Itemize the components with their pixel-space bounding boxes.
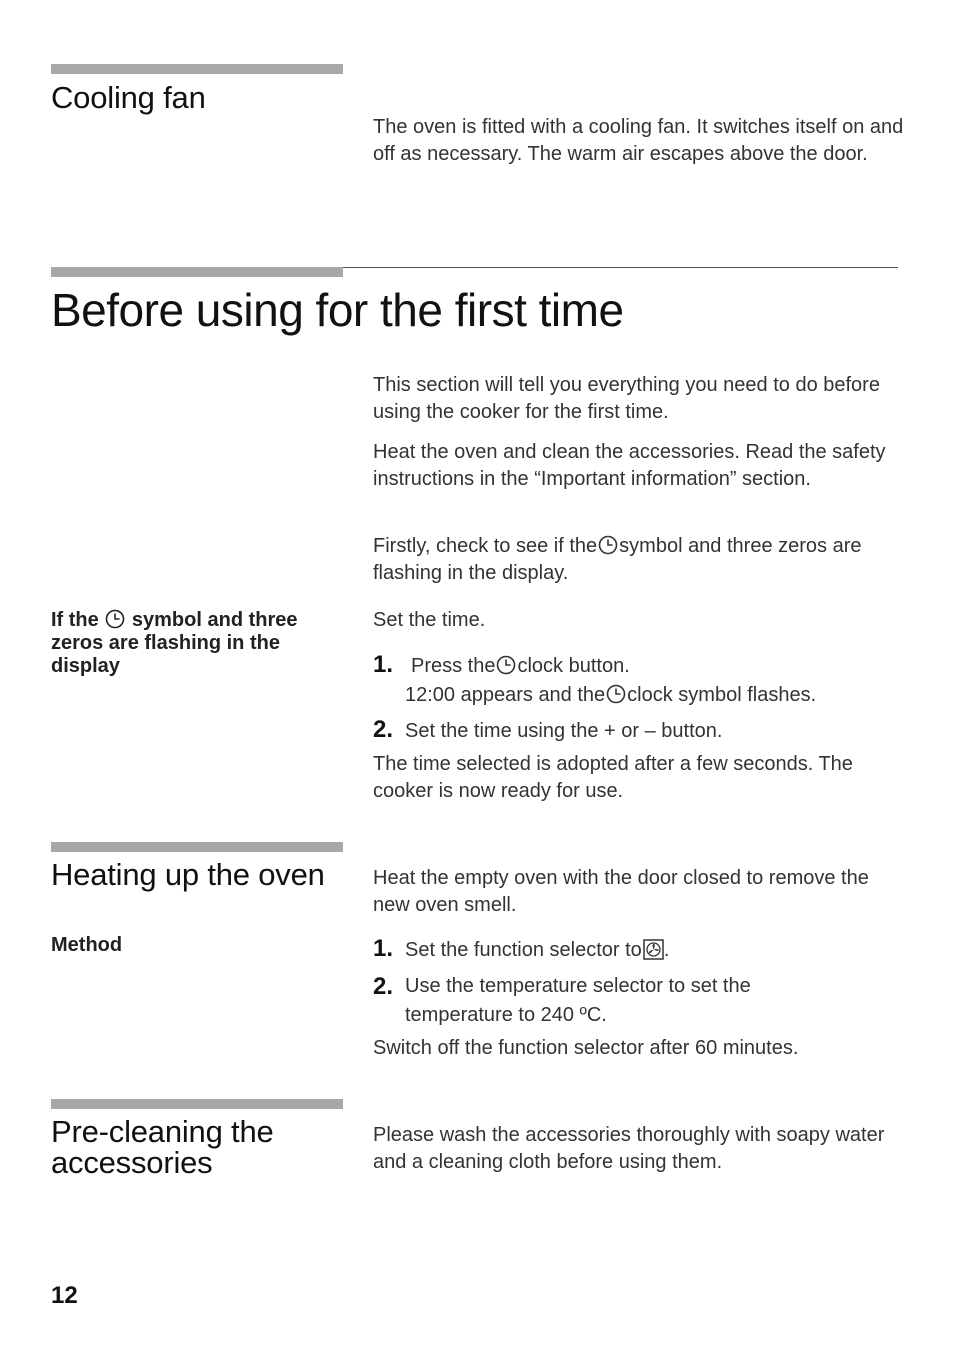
- clock-icon: [598, 535, 618, 555]
- chapter-bar: [51, 267, 343, 277]
- intro3-text-b: symbol and three zeros are flashing in the display.: [373, 535, 862, 584]
- section-bar: [51, 64, 343, 74]
- step-number: 2.: [373, 716, 394, 743]
- set-time-side-label: [51, 609, 341, 678]
- intro3-text-a: Firstly, check to see if the: [373, 535, 598, 557]
- intro-paragraph-2: Heat the oven and clean the accessories. Read the safety instructions in the “Important information” section.: [373, 441, 886, 490]
- step-1-line: [373, 650, 908, 681]
- step-1-sub-text-b: clock symbol flashes.: [627, 684, 817, 706]
- chapter-rule: [343, 267, 898, 268]
- heating-step-1-text: Set the function selector to: [405, 939, 642, 961]
- step-1-subline: [373, 681, 908, 710]
- side-text-b: symbol and three zeros are flashing in the display: [51, 609, 298, 677]
- chapter-title: Before using for the first time: [51, 284, 624, 336]
- step-1-text-b: clock button.: [517, 655, 630, 677]
- set-time-step-2: [373, 715, 908, 746]
- step-number: 1.: [373, 935, 394, 962]
- step-number: 2.: [373, 973, 394, 1000]
- side-text-a: If the: [51, 609, 99, 631]
- heating-step-2: [373, 972, 908, 1030]
- hot-air-fan-icon: [643, 939, 664, 960]
- heating-text: Heat the empty oven with the door closed to remove the new oven smell.: [373, 867, 869, 916]
- heating-step-1-end: .: [663, 939, 670, 961]
- intro-paragraph-3: [373, 533, 908, 587]
- section-bar: [51, 1099, 343, 1109]
- step-1-sub-text-a: 12:00 appears and the: [405, 684, 606, 706]
- cooling-fan-heading: Cooling fan: [51, 80, 206, 115]
- page-number: 12: [51, 1282, 78, 1309]
- set-time-step-1: [373, 650, 908, 710]
- step-number: 1.: [373, 651, 394, 678]
- method-label: Method: [51, 934, 123, 956]
- heating-heading: Heating up the oven: [51, 857, 325, 892]
- clock-icon: [606, 684, 626, 704]
- clock-icon: [496, 655, 516, 675]
- set-time-outro: The time selected is adopted after a few seconds. The cooker is now ready for use.: [373, 753, 853, 802]
- heating-outro: Switch off the function selector after 60 minutes.: [373, 1037, 799, 1059]
- step-2-text: Set the time using the + or – button.: [405, 720, 723, 742]
- section-bar: [51, 842, 343, 852]
- intro-paragraph-1: This section will tell you everything you need to do before using the cooker for the first time.: [373, 374, 880, 423]
- precleaning-heading: Pre-cleaning the accessories: [51, 1114, 274, 1180]
- clock-icon: [105, 609, 125, 629]
- precleaning-text: Please wash the accessories thoroughly with soapy water and a cleaning cloth before using them.: [373, 1124, 885, 1173]
- heating-step-1: [373, 934, 908, 965]
- cooling-fan-text: The oven is fitted with a cooling fan. It switches itself on and off as necessary. The warm air escapes above the door.: [373, 116, 904, 165]
- step-1-text-a: Press the: [411, 655, 496, 677]
- set-time-lead: Set the time.: [373, 609, 486, 631]
- heating-step-2-text: Use the temperature selector to set the temperature to 240 ºC.: [405, 975, 751, 1026]
